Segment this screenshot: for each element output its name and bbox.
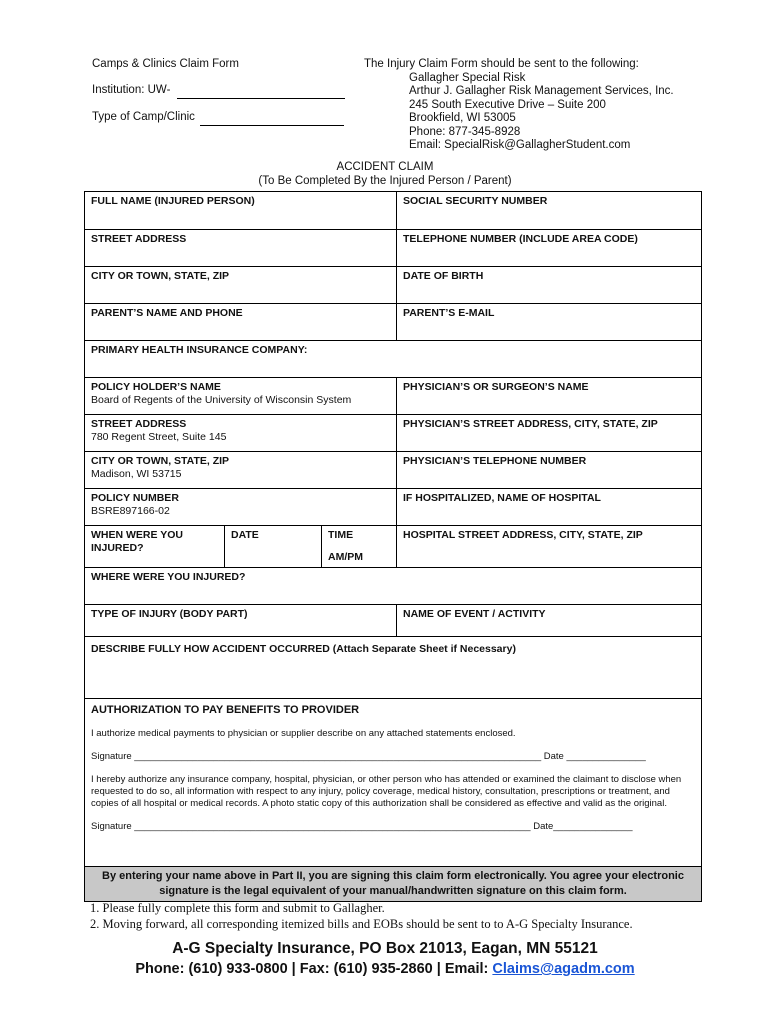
form-row	[85, 637, 701, 699]
policy-street-cell	[85, 415, 397, 451]
claim-subtitle: (To Be Completed By the Injured Person / Parent)	[258, 175, 512, 187]
address-line: Arthur J. Gallagher Risk Management Services, Inc.	[409, 85, 674, 97]
form-row	[85, 267, 701, 304]
policy-number-cell	[85, 489, 397, 525]
parent-name-field[interactable]: PARENT’S NAME AND PHONE	[85, 304, 397, 340]
policy-number-label: POLICY NUMBER	[91, 492, 179, 504]
claim-title: ACCIDENT CLAIM	[336, 161, 434, 173]
send-to-block	[364, 58, 674, 153]
instruction-item: 1. Please fully complete this form and submit to Gallagher.	[90, 901, 385, 915]
primary-insurance-field[interactable]: PRIMARY HEALTH INSURANCE COMPANY:	[91, 344, 308, 356]
form-row	[85, 452, 701, 489]
form-row	[85, 304, 701, 341]
electronic-signature-notice: By entering your name above in Part II, you are signing this claim form electronically. You agree your electronic signature is the legal equivalent of your manual/handwritten signature on this claim form.	[85, 867, 701, 901]
form-row	[85, 867, 701, 901]
authorization-text: I authorize medical payments to physician or supplier describe on any attached statements enclosed.	[91, 728, 516, 739]
policy-city-value: Madison, WI 53715	[91, 468, 182, 480]
policy-city-label: CITY OR TOWN, STATE, ZIP	[91, 455, 230, 467]
footer-phone-fax: Phone: (610) 933-0800 | Fax: (610) 935-2860 | Email:	[135, 961, 493, 977]
hospital-address-field[interactable]: HOSPITAL STREET ADDRESS, CITY, STATE, ZIP	[403, 529, 643, 541]
form-row	[85, 699, 701, 867]
camp-type-row	[92, 111, 344, 126]
city-state-zip-field[interactable]: CITY OR TOWN, STATE, ZIP	[85, 267, 397, 303]
event-name-field[interactable]: NAME OF EVENT / ACTIVITY	[403, 608, 546, 620]
physician-phone-field[interactable]: PHYSICIAN’S TELEPHONE NUMBER	[403, 455, 587, 467]
form-row	[85, 230, 701, 267]
form-title: Camps & Clinics Claim Form	[92, 58, 239, 70]
accident-description-field[interactable]: DESCRIBE FULLY HOW ACCIDENT OCCURRED (Attach Separate Sheet if Necessary)	[91, 643, 516, 655]
policy-number-value: BSRE897166-02	[91, 505, 170, 517]
where-injured-field[interactable]: WHERE WERE YOU INJURED?	[91, 571, 246, 583]
form-row	[85, 192, 701, 230]
camp-type-field[interactable]	[200, 111, 344, 126]
footer-contact	[0, 961, 770, 977]
address-line: Gallagher Special Risk	[409, 71, 526, 84]
instruction-item: 2. Moving forward, all corresponding itemized bills and EOBs should be sent to to A-G Specialty Insurance.	[90, 917, 633, 931]
full-name-field[interactable]: FULL NAME (INJURED PERSON)	[85, 192, 397, 229]
footer-email-link[interactable]: Claims@agadm.com	[492, 961, 635, 977]
send-to-label: The Injury Claim Form should be sent to the following:	[364, 58, 639, 70]
time-label: TIME	[328, 529, 354, 541]
authorization-text-2: I hereby authorize any insurance company, hospital, physician, or other person who has attended or examined the claimant to disclose when requested to do so, all information with respect to any injury, policy coverage, medical history, consultation, prescriptions or treatment, and copies of all hospital or medical records. A photo static copy of this authorization shall be considered as effective and valid as the original.	[91, 774, 682, 809]
institution-field[interactable]	[177, 84, 345, 99]
form-row	[85, 568, 701, 605]
footer-address: A-G Specialty Insurance, PO Box 21013, Eagan, MN 55121	[172, 940, 598, 957]
authorization-title: AUTHORIZATION TO PAY BENEFITS TO PROVIDER	[91, 704, 360, 716]
form-row	[85, 526, 701, 568]
signature-line-1[interactable]: Signature _____________________________________________________________________________ Date _______________	[91, 751, 646, 762]
form-row	[85, 415, 701, 452]
parent-email-field[interactable]: PARENT’S E-MAIL	[403, 307, 495, 319]
street-address-field[interactable]: STREET ADDRESS	[85, 230, 397, 266]
claim-heading	[0, 160, 770, 188]
address-line: Email: SpecialRisk@GallagherStudent.com	[409, 139, 631, 151]
injury-date-field[interactable]: DATE	[225, 526, 322, 567]
camp-type-label: Type of Camp/Clinic	[92, 111, 195, 123]
form-row	[85, 341, 701, 378]
policy-holder-label: POLICY HOLDER’S NAME	[91, 381, 221, 393]
policy-city-cell	[85, 452, 397, 488]
when-injured-label: WHEN WERE YOU INJURED?	[85, 526, 225, 567]
form-row	[85, 489, 701, 526]
institution-row	[92, 84, 345, 99]
date-of-birth-field[interactable]: DATE OF BIRTH	[403, 270, 484, 282]
claim-form-table	[84, 191, 702, 902]
policy-street-label: STREET ADDRESS	[91, 418, 187, 430]
hospital-name-field[interactable]: IF HOSPITALIZED, NAME OF HOSPITAL	[403, 492, 601, 504]
address-line: Phone: 877-345-8928	[409, 125, 521, 138]
address-line: 245 South Executive Drive – Suite 200	[409, 98, 606, 111]
physician-address-field[interactable]: PHYSICIAN’S STREET ADDRESS, CITY, STATE, ZIP	[403, 418, 658, 430]
institution-label: Institution: UW-	[92, 84, 171, 96]
form-row	[85, 605, 701, 637]
policy-holder-value: Board of Regents of the University of Wisconsin System	[91, 394, 352, 406]
policy-holder-cell	[85, 378, 397, 414]
address-line: Brookfield, WI 53005	[409, 112, 516, 124]
ssn-field[interactable]: SOCIAL SECURITY NUMBER	[403, 195, 548, 207]
signature-line-2[interactable]: Signature ___________________________________________________________________________ Date_______________	[91, 821, 633, 832]
injury-time-field[interactable]	[322, 526, 397, 567]
authorization-section	[85, 699, 701, 866]
form-row	[85, 378, 701, 415]
telephone-field[interactable]: TELEPHONE NUMBER (INCLUDE AREA CODE)	[403, 233, 638, 245]
injury-type-field[interactable]: TYPE OF INJURY (BODY PART)	[85, 605, 397, 636]
physician-name-field[interactable]: PHYSICIAN’S OR SURGEON’S NAME	[403, 381, 589, 393]
instructions-list	[90, 900, 633, 932]
ampm-label: AM/PM	[328, 551, 363, 563]
policy-street-value: 780 Regent Street, Suite 145	[91, 431, 227, 443]
